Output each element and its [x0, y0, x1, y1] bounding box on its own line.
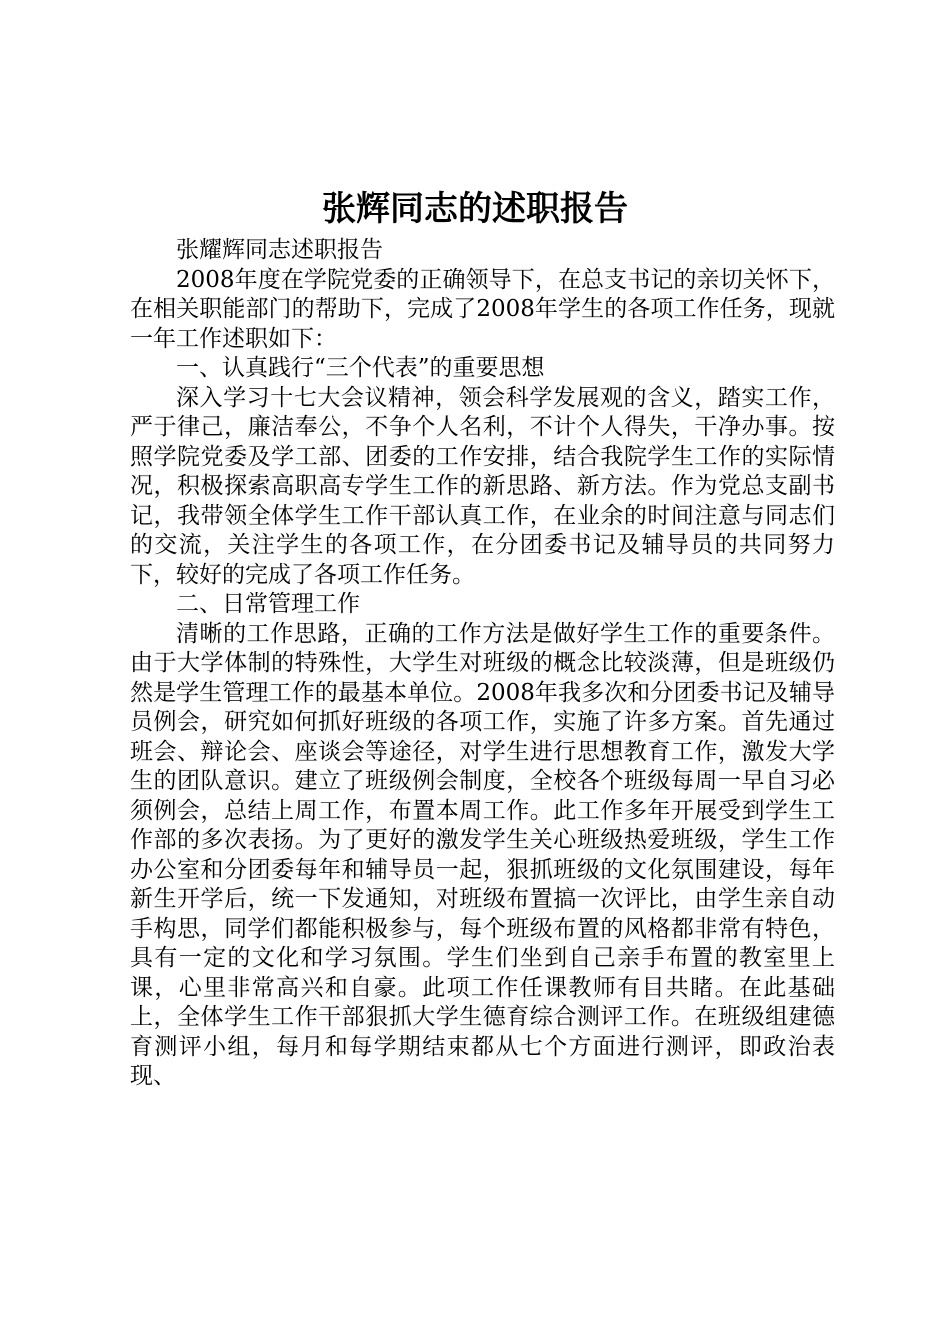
paragraph-section-2: 清晰的工作思路，正确的工作方法是做好学生工作的重要条件。由于大学体制的特殊性，大学生对班级的概念比较淡薄，但是班级仍然是学生管理工作的最基本单位。2008年我多次和分团委书记及辅导员例会，研究如何抓好班级的各项工作，实施了许多方案。首先通过班会、辩论会、座谈会等途径，对学生进行思想教育工作，激发大学生的团队意识。建立了班级例会制度，全校各个班级每周一早自习必须例会，总结上周工作，布置本周工作。此工作多年开展受到学生工作部的多次表扬。为了更好的激发学生关心班级热爱班级，学生工作办公室和分团委每年和辅导员一起，狠抓班级的文化氛围建设，每年新生开学后，统一下发通知，对班级布置搞一次评比，由学生亲自动手构思，同学们都能积极参与，每个班级布置的风格都非常有特色，具有一定的文化和学习氛围。学生们坐到自己亲手布置的教室里上课，心里非常高兴和自豪。此项工作任课教师有目共睹。在此基础上，全体学生工作干部狠抓大学生德育综合测评工作。在班级组建德育测评小组，每月和每学期结束都从七个方面进行测评，即政治表现、 [130, 620, 835, 1089]
document-title: 张辉同志的述职报告 [322, 189, 628, 229]
document-body [130, 236, 835, 1092]
paragraph-intro: 2008年度在学院党委的正确领导下，在总支书记的亲切关怀下，在相关职能部门的帮助下，完成了2008年学生的各项工作任务，现就一年工作述职如下： [130, 266, 835, 352]
section-heading-2: 二、日常管理工作 [176, 591, 360, 617]
section-heading-1: 一、认真践行“三个代表”的重要思想 [176, 355, 545, 381]
paragraph-section-1: 深入学习十七大会议精神，领会科学发展观的含义，踏实工作，严于律己，廉洁奉公，不争个人名利，不计个人得失，干净办事。按照学院党委及学工部、团委的工作安排，结合我院学生工作的实际情况，积极探索高职高专学生工作的新思路、新方法。作为党总支副书记，我带领全体学生工作干部认真工作，在业余的时间注意与同志们的交流，关注学生的各项工作，在分团委书记及辅导员的共同努力下，较好的完成了各项工作任务。 [130, 384, 835, 588]
paragraph-author-line: 张耀辉同志述职报告 [176, 237, 383, 263]
